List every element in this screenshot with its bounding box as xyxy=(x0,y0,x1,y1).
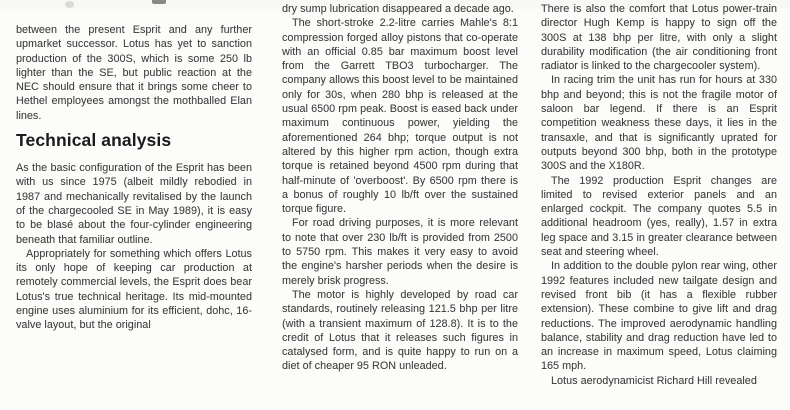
section-heading: Technical analysis xyxy=(16,130,172,151)
col3-paragraph-4: In addition to the double pylon rear wing, other 1992 features included new tailgate design and revised front bib (it has a flexible rubber extension). These combine to give lift and drag reductions. The improved aerodynamic handling balance, stability and drag reduction have led to an increase in maximum speed, Lotus claiming 165 mph. xyxy=(541,260,777,373)
col3-paragraph-3: The 1992 production Esprit changes are limited to revised exterior panels and an enlarged cockpit. The company quotes 5.5 in additional headroom (yes, really), 1.57 in extra leg space and 3.15 in greater clearance between seat and steering wheel. xyxy=(541,174,777,259)
col2-paragraph-4: The motor is highly developed by road car standards, routinely releasing 121.5 bhp per litre (with a transient maximum of 128.8). It is to the credit of Lotus that it releases such figures in catalysed form, and is quite happy to run on a diet of cheaper 95 RON unleaded. xyxy=(282,288,518,373)
col3-paragraph-1: There is also the comfort that Lotus power-train director Hugh Kemp is happy to sign off the 300S at 138 bhp per litre, with only a slight durability modification (the air conditioning front radiator is linked to the chargecooler system). xyxy=(541,3,777,73)
col3-paragraph-2: In racing trim the unit has run for hours at 330 bhp and beyond; this is not the fragile motor of saloon bar legend. If there is an Esprit competition weakness these days, it lies in the transaxle, and that is significantly uprated for outputs beyond 300 bhp, both in the prototype 300S and the X180R. xyxy=(541,74,777,173)
col1-paragraph-continuation: between the present Esprit and any further upmarket successor. Lotus has yet to sanction production of the 300S, which is some 250 lb lighter than the SE, but public reaction at the NEC should ensure that it brings some cheer to Hethel employees amongst the mothballed Elan lines. xyxy=(16,24,252,122)
col2-paragraph-3: For road driving purposes, it is more relevant to note that over 230 lb/ft is provided from 2500 to 5750 rpm. This makes it very easy to avoid the engine's harsher periods when the desire is merely brisk progress. xyxy=(282,217,518,287)
col2-paragraph-2: The short-stroke 2.2-litre carries Mahle's 8:1 compression forged alloy pistons that co-operate with an official 0.85 bar maximum boost level from the Garrett TBO3 turbocharger. The company allows this boost level to be maintained only for 30s, when 280 bhp is released at the usual 6500 rpm peak. Boost is eased back under maximum continuous power, yielding the aforementioned 264 bhp; torque output is not altered by this higher rpm action, though extra torque is retained beyond 4500 rpm during that half-minute of 'overboost'. By 6500 rpm there is a bonus of roughly 10 lb/ft over the sustained torque figure. xyxy=(282,17,518,216)
col1-paragraph-2: As the basic configuration of the Esprit has been with us since 1975 (albeit mildly rebodied in 1987 and mechanically revitalised by the launch of the chargecooled SE in May 1989), it is easy to be blasé about the four-cylinder engineering beneath that familiar outline. xyxy=(16,162,252,246)
column-2 xyxy=(282,0,518,410)
col3-paragraph-5: Lotus aerodynamicist Richard Hill revealed xyxy=(551,374,757,387)
column-1 xyxy=(16,0,252,410)
col2-paragraph-continuation: dry sump lubrication disappeared a decade ago. xyxy=(282,3,514,15)
col1-paragraph-3: Appropriately for something which offers Lotus its only hope of keeping car production at remotely commercial levels, the Esprit does bear Lotus's true technical heritage. Its mid-mounted engine uses aluminium for its efficient, dohc, 16-valve layout, but the original xyxy=(16,247,252,332)
column-3 xyxy=(541,0,777,410)
